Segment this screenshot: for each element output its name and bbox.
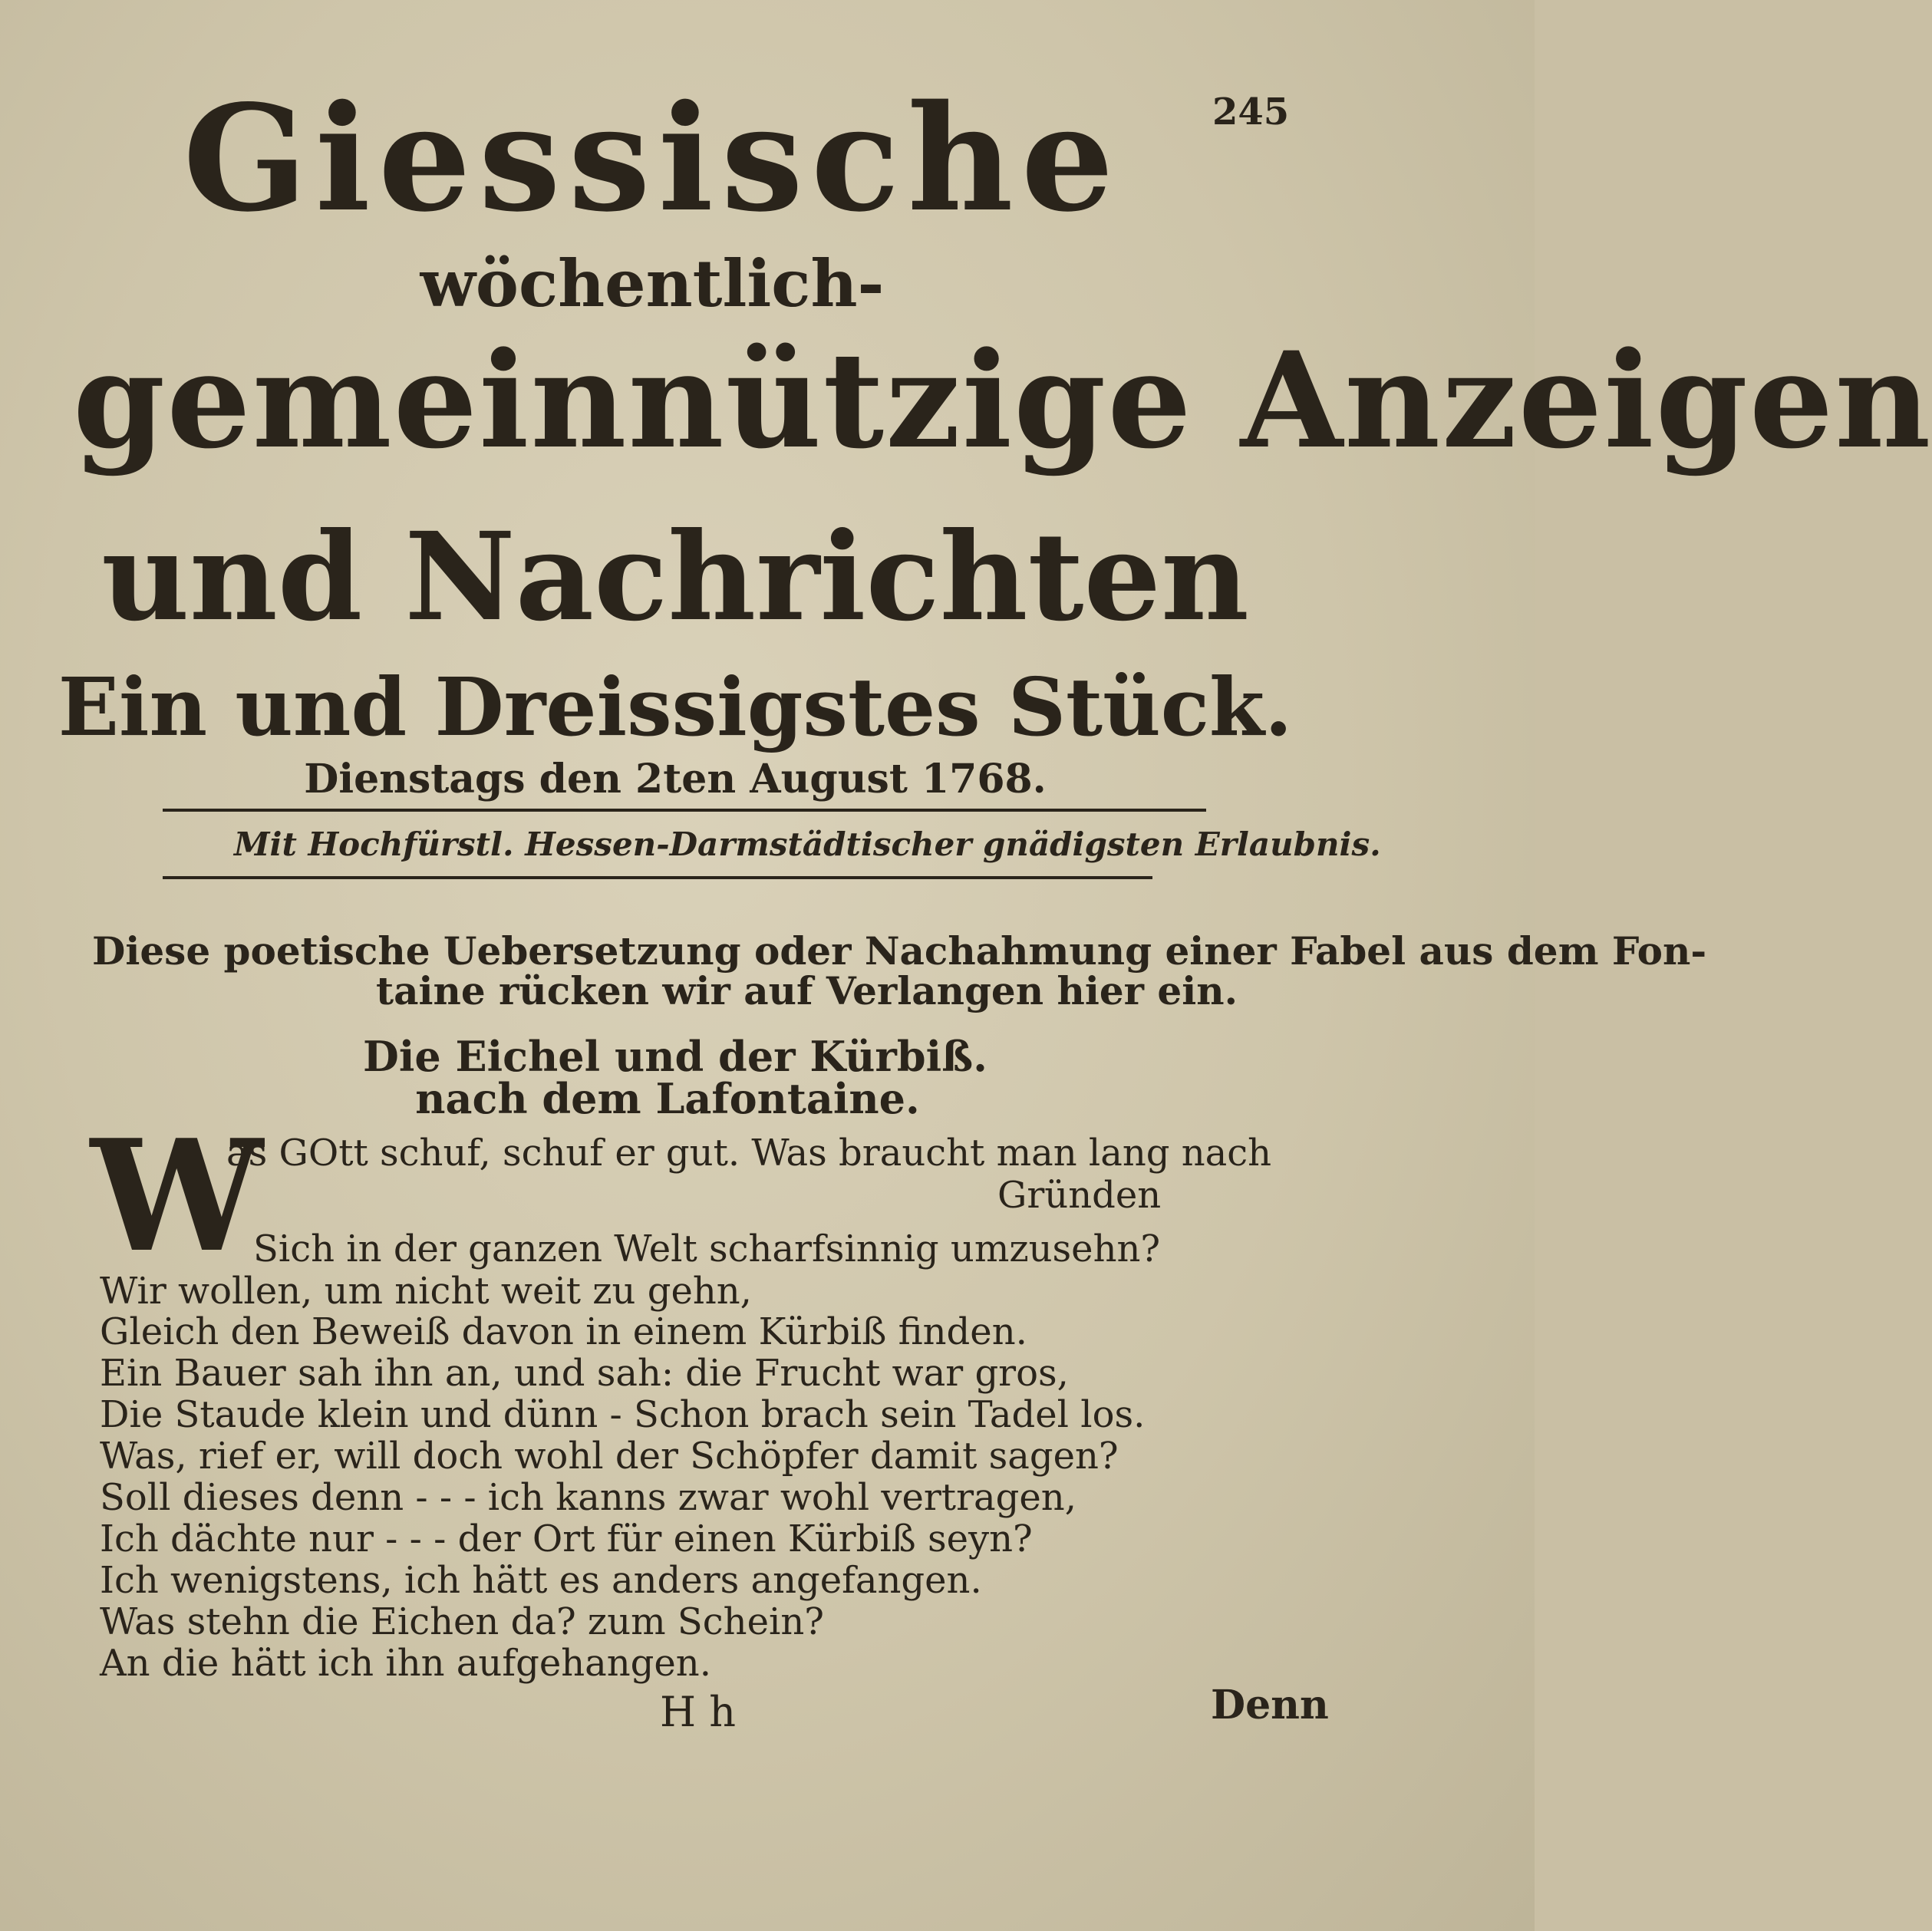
top-rule bbox=[163, 809, 1206, 812]
masthead-title: Giessische bbox=[183, 73, 1122, 244]
verse-line: Gleich den Beweiß davon in einem Kürbiß finden. bbox=[100, 1310, 1027, 1353]
verse-line: An die hätt ich ihn aufgehangen. bbox=[100, 1642, 711, 1685]
verse-line: Wir wollen, um nicht weit zu gehn, bbox=[100, 1270, 752, 1313]
intro-line-2: taine rücken wir auf Verlangen hier ein. bbox=[376, 968, 1238, 1013]
verse-line: Ich dächte nur - - - der Ort für einen Kürbiß seyn? bbox=[100, 1517, 1033, 1560]
fable-subtitle: nach dem Lafontaine. bbox=[415, 1074, 920, 1123]
verse-line: Die Staude klein und dünn - Schon brach sein Tadel los. bbox=[100, 1393, 1146, 1436]
verse-line: as GOtt schuf, schuf er gut. Was braucht man lang nach bbox=[226, 1132, 1272, 1175]
verse-line: Soll dieses denn - - - ich kanns zwar wohl vertragen, bbox=[100, 1476, 1076, 1519]
issue-date: Dienstags den 2ten August 1768. bbox=[304, 756, 1047, 802]
catchword: Denn bbox=[1211, 1682, 1329, 1728]
verse-line: Gründen bbox=[997, 1174, 1162, 1217]
bottom-rule bbox=[163, 876, 1152, 879]
masthead-subtitle-weekly: wöchentlich- bbox=[420, 245, 885, 321]
verse-line: Was stehn die Eichen da? zum Schein? bbox=[100, 1600, 824, 1643]
permission-notice: Mit Hochfürstl. Hessen-Darmstädtischer gnädigsten Erlaubnis. bbox=[234, 825, 1381, 863]
intro-line-1: Diese poetische Uebersetzung oder Nachahmung einer Fabel aus dem Fon- bbox=[92, 928, 1707, 974]
verse-line: Ich wenigstens, ich hätt es anders angefangen. bbox=[100, 1559, 982, 1602]
masthead-subtitle-news: und Nachrichten bbox=[101, 506, 1249, 648]
verse-line: Was, rief er, will doch wohl der Schöpfer damit sagen? bbox=[100, 1435, 1119, 1478]
fable-title: Die Eichel und der Kürbiß. bbox=[363, 1032, 987, 1081]
issue-number: Ein und Dreissigstes Stück. bbox=[58, 660, 1293, 754]
verse-line: Ein Bauer sah ihn an, und sah: die Frucht war gros, bbox=[100, 1352, 1069, 1395]
masthead-subtitle-announcements: gemeinnützige Anzeigen bbox=[73, 322, 1932, 478]
signature-mark: H h bbox=[660, 1688, 737, 1736]
drop-cap: W bbox=[91, 1106, 263, 1287]
page-number: 245 bbox=[1212, 91, 1290, 133]
verse-line: Sich in der ganzen Welt scharfsinnig umzusehn? bbox=[253, 1227, 1161, 1270]
